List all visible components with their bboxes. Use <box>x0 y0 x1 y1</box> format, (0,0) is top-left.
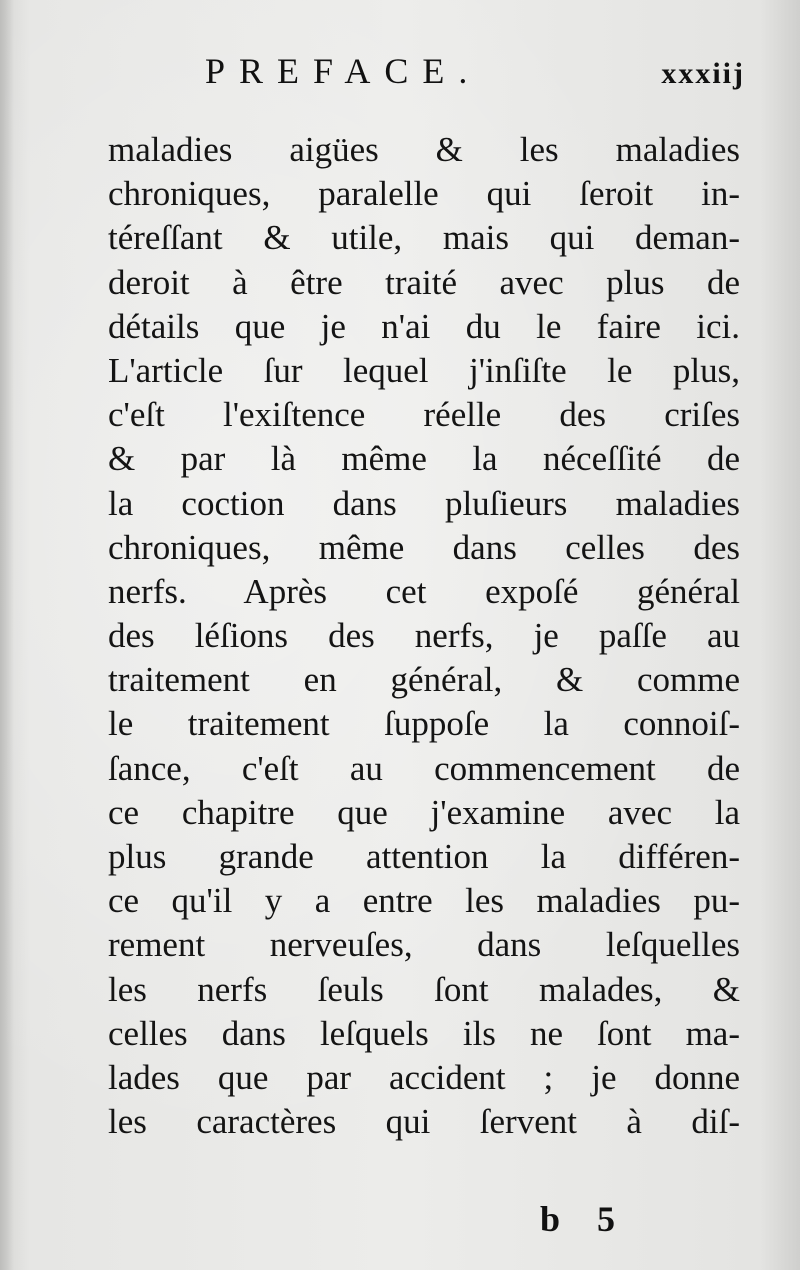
text-line: deroit à être traité avec plus de <box>108 262 740 302</box>
text-line: maladies aigües & les maladies <box>108 130 740 169</box>
text-line: rement nerveuſes, dans leſquelles <box>108 925 740 965</box>
text-line: L'article ſur lequel j'inſiſte le plus, <box>108 350 740 390</box>
text-line: le traitement ſuppoſe la connoiſ- <box>108 704 740 744</box>
page-header <box>205 50 745 100</box>
text-line: lades que par accident ; je donne <box>108 1057 740 1097</box>
text-line: téreſſant & utile, mais qui deman- <box>108 218 740 258</box>
text-line: chroniques, même dans celles des <box>108 527 740 567</box>
text-line: celles dans leſquels ils ne ſont ma- <box>108 1013 740 1053</box>
page-number: xxxiij <box>661 57 745 90</box>
text-line: chroniques, paralelle qui ſeroit in- <box>108 174 740 214</box>
text-line: détails que je n'ai du le faire ici. <box>108 306 740 346</box>
signature-mark: b 5 <box>540 1199 630 1239</box>
text-line: ſance, c'eſt au commencement de <box>108 748 740 788</box>
body-text <box>108 128 740 1144</box>
text-line: c'eſt l'exiſtence réelle des criſes <box>108 395 740 435</box>
text-line: les caractères qui ſervent à diſ- <box>108 1102 740 1142</box>
text-line: ce qu'il y a entre les maladies pu- <box>108 881 740 921</box>
text-line: la coction dans pluſieurs maladies <box>108 483 740 523</box>
text-line: plus grande attention la différen- <box>108 837 740 876</box>
text-line: ce chapitre que j'examine avec la <box>108 792 740 832</box>
text-line: les nerfs ſeuls ſont malades, & <box>108 969 740 1009</box>
text-line: traitement en général, & comme <box>108 660 740 700</box>
running-title: PREFACE. <box>205 51 482 91</box>
text-line: des léſions des nerfs, je paſſe au <box>108 616 740 656</box>
text-line: nerfs. Après cet expoſé général <box>108 571 740 611</box>
text-line: & par là même la néceſſité de <box>108 439 740 479</box>
